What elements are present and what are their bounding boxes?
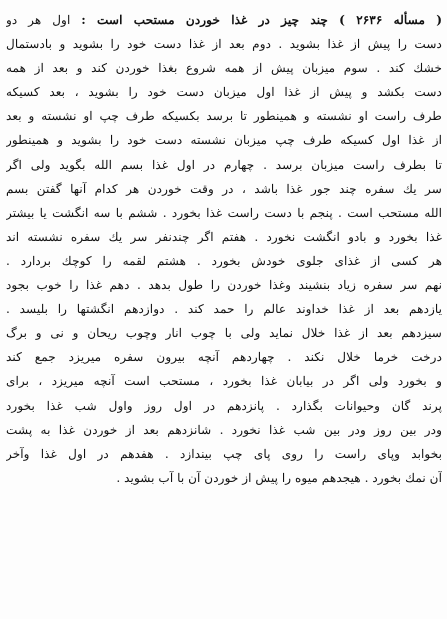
text-line-7: تا بطرف راست میزبان برسد . چهارم در اول غذا بسم الله بگوید ولی اگر	[6, 157, 442, 172]
text-line-3: خشك كند . سوم ميزبان پيش از همه شروع بغذا خوردن كند و بعد از همه	[6, 61, 442, 76]
text-line-6: از غذا اول کسیکه طرف چپ میزبان نشسته دست خود را بشوید و همینطور	[6, 133, 442, 148]
text-line-16: و بخورد ولی اگر در بیابان غذا بخورد ، مستحب است آنچه میریزد ، برای	[6, 374, 442, 389]
text-line-20: آن نمك بخورد . هیجدهم میوه را پیش از خوردن آن با آب بشوید .	[116, 470, 442, 485]
text-line-2: دست را پیش از غذا بشوید . دوم بعد از غذا دست خود را بشوید و بادستمال	[6, 37, 442, 52]
text-line-11: هر کسی از غذای جلوی خودش بخورد . هشتم لقمه را کوچك بردارد .	[6, 253, 442, 268]
text-line-13: یازدهم بعد از غذا خداوند عالم را حمد کند . دوازدهم انگشتها را بلیسد .	[6, 302, 442, 317]
text-line-8: سر یك سفره چند جور غذا باشد ، در وقت خوردن هر کدام آنها گفتن بسم	[6, 181, 442, 196]
text-line-1-rest: اول هر دو	[6, 13, 71, 27]
document-body	[6, 8, 442, 490]
text-line-17: پرند گان وحیوانات بگذارد . پانزدهم در اول روز واول شب غذا بخورد	[6, 398, 442, 413]
text-line-18: ودر بین روز ودر بین شب غذا نخورد . شانزدهم بعد از خوردن غذا به پشت	[6, 422, 442, 437]
text-line-19: بخوابد وپای راست را روی پای چپ بیندازد . هفدهم در اول غذا وآخر	[6, 446, 442, 461]
text-line-15: درخت خرما خلال نكند . چهاردهم آنچه بیرون سفره میریزد جمع کند	[6, 350, 442, 365]
text-line-9: الله مستحب است . پنجم با دست راست غذا بخورد . ششم با سه انگشت یا بیشتر	[6, 205, 442, 220]
text-line-5: طرف راست او نشسته و همینطور تا برسد بکسیکه طرف چپ او نشسته و بعد	[6, 109, 442, 124]
text-line-10: غذا بخورد و بادو انگشت نخورد . هفتم اگر چندنفر سر یك سفره نشسته اند	[6, 229, 442, 244]
text-line-12: نهم سر سفره زیاد بنشیند وغذا خوردن را طول بدهد . دهم غذا را خوب بجود	[6, 278, 442, 293]
text-line-14: سیزدهم بعد از غذا خلال نماید ولی با چوب انار وچوب ریحان و نی و برگ	[6, 326, 442, 341]
text-line-4: دست بكشد و پیش از غذا اول میزبان دست خود را بشوید ، بعد کسیکه	[6, 85, 442, 100]
text-line-1	[6, 8, 442, 32]
issue-heading: ( مسأله ۲۶۳۶ ) چند چیز در غذا خوردن مستحب است :	[81, 13, 442, 27]
